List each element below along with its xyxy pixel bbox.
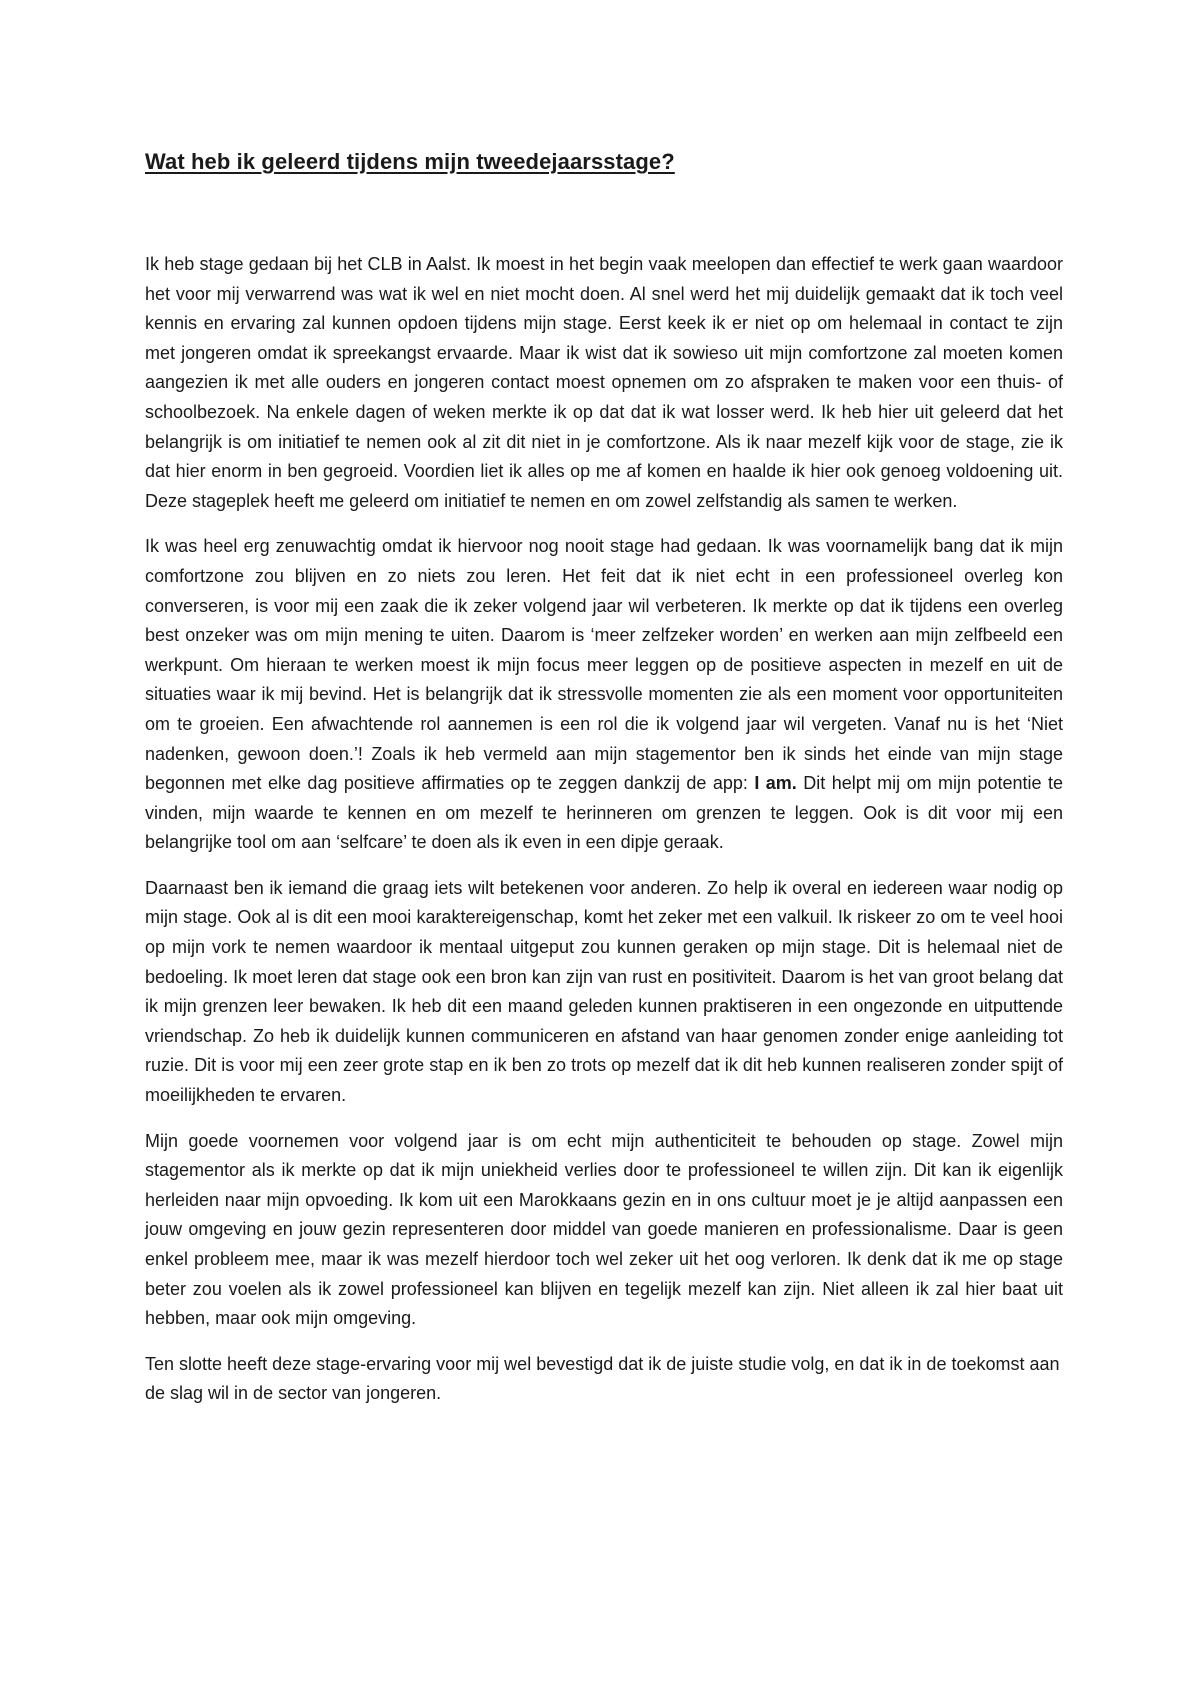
paragraph-4: Mijn goede voornemen voor volgend jaar is om echt mijn authenticiteit te behouden op stage. Zowel mijn stagementor als ik merkte op dat ik mijn uniekheid verlies door te professioneel te willen zijn. Dit kan ik eigenlijk herleiden naar mijn opvoeding. Ik kom uit een Marokkaans gezin en in ons cultuur moet je je altijd aanpassen een jouw omgeving en jouw gezin representeren door middel van goede manieren en professionalisme. Daar is geen enkel probleem mee, maar ik was mezelf hierdoor toch wel zeker uit het oog verloren. Ik denk dat ik me op stage beter zou voelen als ik zowel professioneel kan blijven en tegelijk mezelf kan zijn. Niet alleen ik zal hier baat uit hebben, maar ook mijn omgeving. (145, 1130, 1063, 1329)
paragraph-2-text-before: Ik was heel erg zenuwachtig omdat ik hiervoor nog nooit stage had gedaan. Ik was voornamelijk bang dat ik mijn comfortzone zou blijven en zo niets zou leren. Het feit dat ik niet echt in een professioneel overleg kon converseren, is voor mij een zaak die ik zeker volgend jaar wil verbeteren. Ik merkte op dat ik tijdens een overleg best onzeker was om mijn mening te uiten. Daarom is ‘meer zelfzeker worden’ en werken aan mijn zelfbeeld een werkpunt. Om hieraan te werken moest ik mijn focus meer leggen op de positieve aspecten in mezelf en uit de situaties waar ik mij bevind. Het is belangrijk dat ik stressvolle momenten zie als een moment voor opportuniteiten om te groeien. Een afwachtende rol aannemen is een rol die ik volgend jaar wil vergeten. Vanaf nu is het ‘Niet nadenken, gewoon doen.’! Zoals ik heb vermeld aan mijn stagementor ben ik sinds het einde van mijn stage begonnen met elke dag positieve affirmaties op te zeggen dankzij de app: (145, 536, 1063, 794)
app-name-emphasis: I am. (754, 773, 797, 794)
document-title: Wat heb ik geleerd tijdens mijn tweedejaarsstage? (145, 149, 675, 174)
paragraph-1: Ik heb stage gedaan bij het CLB in Aalst. Ik moest in het begin vaak meelopen dan effectief te werk gaan waardoor het voor mij verwarrend was wat ik wel en niet mocht doen. Al snel werd het mij duidelijk gemaakt dat ik toch veel kennis en ervaring zal kunnen opdoen tijdens mijn stage. Eerst keek ik er niet op om helemaal in contact te zijn met jongeren omdat ik spreekangst ervaarde. Maar ik wist dat ik sowieso uit mijn comfortzone zal moeten komen aangezien ik met alle ouders en jongeren contact moest opnemen om zo afspraken te maken voor een thuis- of schoolbezoek. Na enkele dagen of weken merkte ik op dat dat ik wat losser werd. Ik heb hier uit geleerd dat het belangrijk is om initiatief te nemen ook al zit dit niet in je comfortzone. Als ik naar mezelf kijk voor de stage, zie ik dat hier enorm in ben gegroeid. Voordien liet ik alles op me af komen en haalde ik hier ook genoeg voldoening uit. Deze stageplek heeft me geleerd om initiatief te nemen en om zowel zelfstandig als samen te werken. (145, 254, 1063, 511)
paragraph-5: Ten slotte heeft deze stage-ervaring voor mij wel bevestigd dat ik de juiste studie volg, en dat ik in de toekomst aan de slag wil in de sector van jongeren. (145, 1353, 1060, 1404)
document-body (145, 250, 1063, 1425)
paragraph-2 (145, 532, 1063, 858)
paragraph-2-text-after: Dit helpt mij om mijn potentie te vinden, mijn waarde te kennen en om mezelf te herinneren om grenzen te leggen. Ook is dit voor mij een belangrijke tool om aan ‘selfcare’ te doen als ik even in een dipje geraak. (145, 773, 1063, 853)
paragraph-3: Daarnaast ben ik iemand die graag iets wilt betekenen voor anderen. Zo help ik overal en iedereen waar nodig op mijn stage. Ook al is dit een mooi karaktereigenschap, komt het zeker met een valkuil. Ik riskeer zo om te veel hooi op mijn vork te nemen waardoor ik mentaal uitgeput zou kunnen geraken op mijn stage. Dit is helemaal niet de bedoeling. Ik moet leren dat stage ook een bron kan zijn van rust en positiviteit. Daarom is het van groot belang dat ik mijn grenzen leer bewaken. Ik heb dit een maand geleden kunnen praktiseren in een ongezonde en uitputtende vriendschap. Zo heb ik duidelijk kunnen communiceren en afstand van haar genomen zonder enige aanleiding tot ruzie. Dit is voor mij een zeer grote stap en ik ben zo trots op mezelf dat ik dit heb kunnen realiseren zonder spijt of moeilijkheden te ervaren. (145, 877, 1063, 1106)
